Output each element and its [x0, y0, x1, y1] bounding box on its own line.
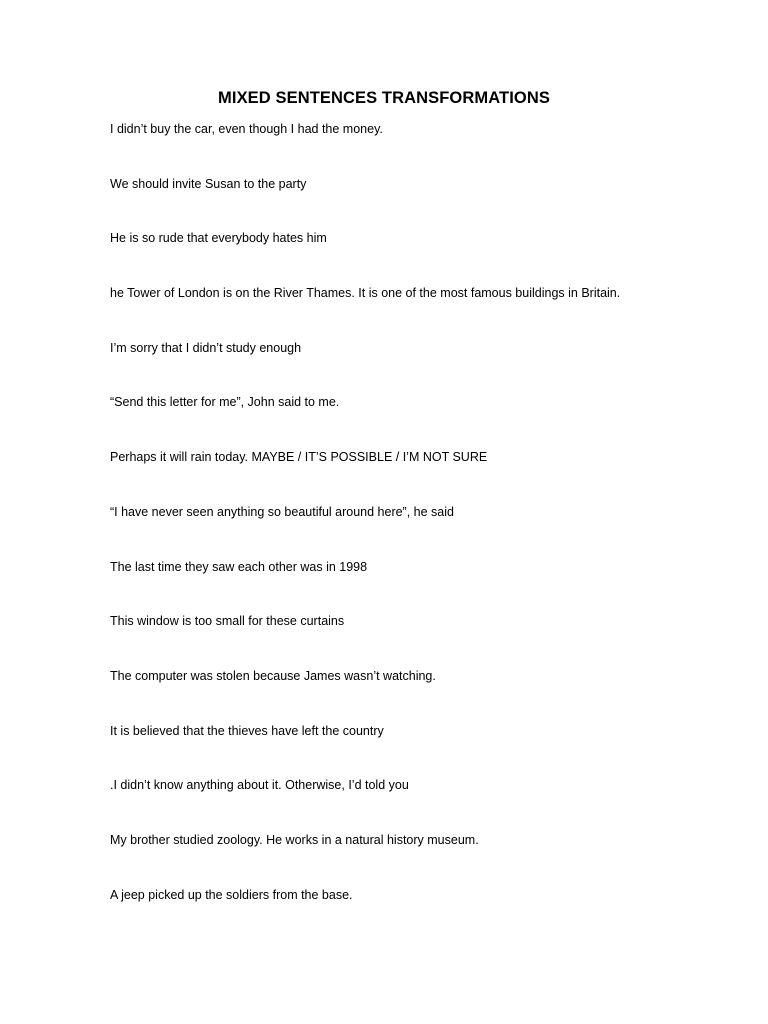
sentence-item: It is believed that the thieves have left the country [110, 723, 384, 738]
sentence-item: he Tower of London is on the River Thames. It is one of the most famous buildings in Britain. [110, 286, 621, 301]
sentence-item: .I didn’t know anything about it. Otherwise, I’d told you [110, 778, 409, 793]
sentence-item: He is so rude that everybody hates him [110, 231, 327, 246]
sentence-item: The last time they saw each other was in 1998 [110, 559, 368, 574]
page-title: MIXED SENTENCES TRANSFORMATIONS [218, 89, 550, 107]
sentence-item: “Send this letter for me”, John said to me. [110, 395, 340, 410]
sentence-item: “I have never seen anything so beautiful around here”, he said [110, 504, 454, 519]
sentence-item: This window is too small for these curtains [110, 614, 345, 629]
sentence-item: The computer was stolen because James wasn’t watching. [110, 668, 436, 683]
sentence-item: Perhaps it will rain today. MAYBE / IT’S POSSIBLE / I’M NOT SURE [110, 450, 488, 465]
sentence-item: I’m sorry that I didn’t study enough [110, 340, 302, 355]
sentence-list [110, 120, 730, 940]
sentence-item: A jeep picked up the soldiers from the base. [110, 887, 353, 902]
sentence-item: I didn’t buy the car, even though I had the money. [110, 122, 383, 136]
sentence-item: We should invite Susan to the party [110, 176, 307, 191]
sentence-item: My brother studied zoology. He works in a natural history museum. [110, 832, 479, 847]
